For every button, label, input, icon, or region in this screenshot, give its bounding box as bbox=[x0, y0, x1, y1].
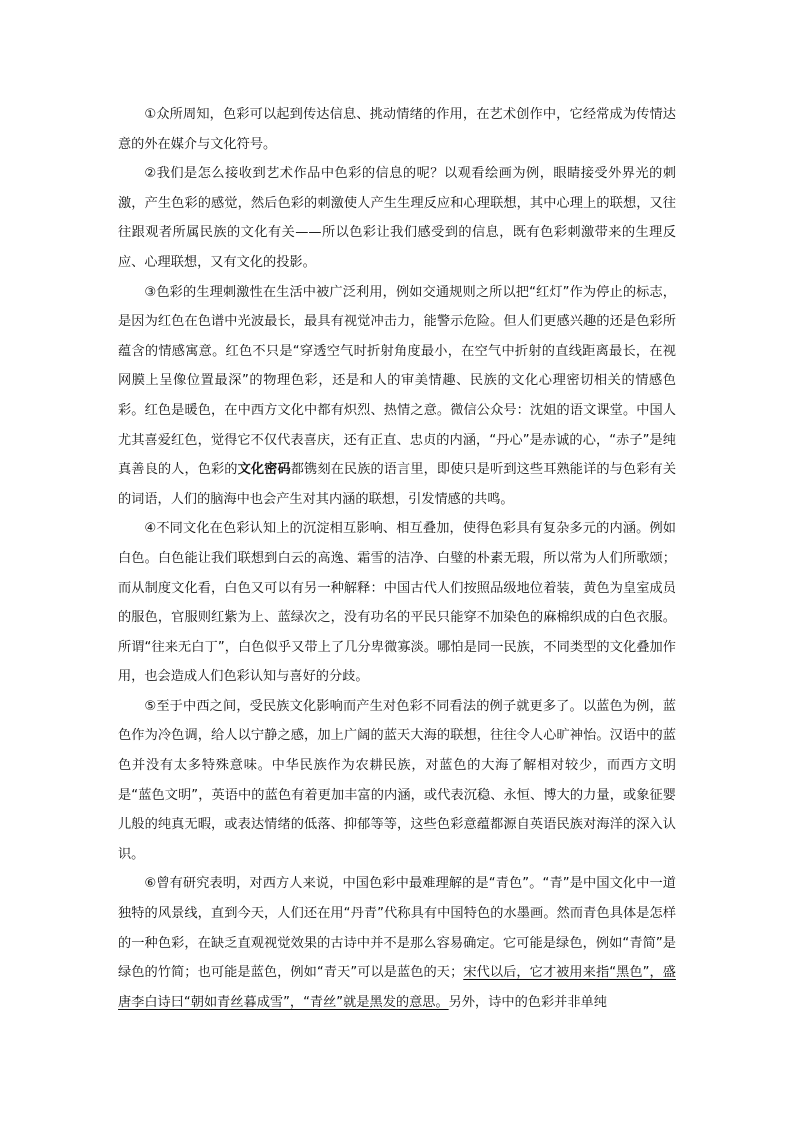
paragraph-6-text-b: 另外，诗中的色彩并非单纯 bbox=[448, 994, 607, 1010]
paragraph-1-text: ①众所周知，色彩可以起到传达信息、挑动情绪的作用，在艺术创作中，它经常成为传情达意的外在媒介与文化符号。 bbox=[118, 107, 676, 152]
paragraph-3 bbox=[118, 278, 676, 515]
document-page bbox=[118, 100, 676, 1017]
paragraph-2 bbox=[118, 159, 676, 277]
paragraph-6 bbox=[118, 869, 676, 1017]
paragraph-3-text-b: 都镌刻在民族的语言里，即使只是听到这些耳熟能详的与色彩有关的词语，人们的脑海中也会产生对其内涵的联想，引发情感的共鸣。 bbox=[118, 462, 677, 507]
bold-term-cultural-code: 文化密码 bbox=[237, 462, 291, 478]
underlined-sentence: 宋代以后，它才被用来指“黑色”，盛唐李白诗曰“朝如青丝暮成雪”，“青丝”就是黑发的意思。 bbox=[118, 965, 676, 1010]
paragraph-2-text: ②我们是怎么接收到艺术作品中色彩的信息的呢？以观看绘画为例，眼睛接受外界光的刺激，产生色彩的感觉，然后色彩的刺激使人产生生理反应和心理联想，其中心理上的联想，又往往跟观者所属民族的文化有关——所以色彩让我们感受到的信息，既有色彩刺激带来的生理反应、心理联想，又有文化的投影。 bbox=[118, 166, 676, 270]
paragraph-6-text-a: ⑥曾有研究表明，对西方人来说，中国色彩中最难理解的是“青色”。“青”是中国文化中一道独特的风景线，直到今天，人们还在用“丹青”代称具有中国特色的水墨画。然而青色具体是怎样的一种色彩，在缺乏直观视觉效果的古诗中并不是那么容易确定。它可能是绿色，例如“青简”是绿色的竹简；也可能是蓝色，例如“青天”可以是蓝色的天； bbox=[118, 876, 676, 981]
paragraph-1 bbox=[118, 100, 676, 159]
paragraph-4-text: ④不同文化在色彩认知上的沉淀相互影响、相互叠加，使得色彩具有复杂多元的内涵。例如白色。白色能让我们联想到白云的高逸、霜雪的洁净、白璧的朴素无瑕，所以常为人们所歌颂；而从制度文化看，白色又可以有另一种解释：中国古代人们按照品级地位着装，黄色为皇室成员的服色，官服则红紫为上、蓝绿次之，没有功名的平民只能穿不加染色的麻棉织成的白色衣服。所谓“往来无白丁”，白色似乎又带上了几分卑微寡淡。哪怕是同一民族，不同类型的文化叠加作用，也会造成人们色彩认知与喜好的分歧。 bbox=[118, 521, 676, 685]
paragraph-4 bbox=[118, 514, 676, 692]
paragraph-5 bbox=[118, 692, 676, 870]
paragraph-5-text: ⑤至于中西之间，受民族文化影响而产生对色彩不同看法的例子就更多了。以蓝色为例，蓝色作为冷色调，给人以宁静之感，加上广阔的蓝天大海的联想，往往令人心旷神怡。汉语中的蓝色并没有太多特殊意味。中华民族作为农耕民族，对蓝色的大海了解相对较少，而西方文明是“蓝色文明”，英语中的蓝色有着更加丰富的内涵，或代表沉稳、永恒、博大的力量，或象征婴儿般的纯真无暇，或表达情绪的低落、抑郁等等，这些色彩意蕴都源自英语民族对海洋的深入认识。 bbox=[118, 698, 676, 862]
paragraph-3-text-a: ③色彩的生理刺激性在生活中被广泛利用，例如交通规则之所以把“红灯”作为停止的标志，是因为红色在色谱中光波最长，最具有视觉冲击力，能警示危险。但人们更感兴趣的还是色彩所蕴含的情感寓意。红色不只是“穿透空气时折射角度最小，在空气中折射的直线距离最长，在视网膜上呈像位置最深”的物理色彩，还是和人的审美情趣、民族的文化心理密切相关的情感色彩。红色是暖色，在中西方文化中都有炽烈、热情之意。微信公众号：沈姐的语文课堂。中国人尤其喜爱红色，觉得它不仅代表喜庆，还有正直、忠贞的内涵，“丹心”是赤诚的心，“赤子”是纯真善良的人，色彩的 bbox=[118, 284, 676, 478]
